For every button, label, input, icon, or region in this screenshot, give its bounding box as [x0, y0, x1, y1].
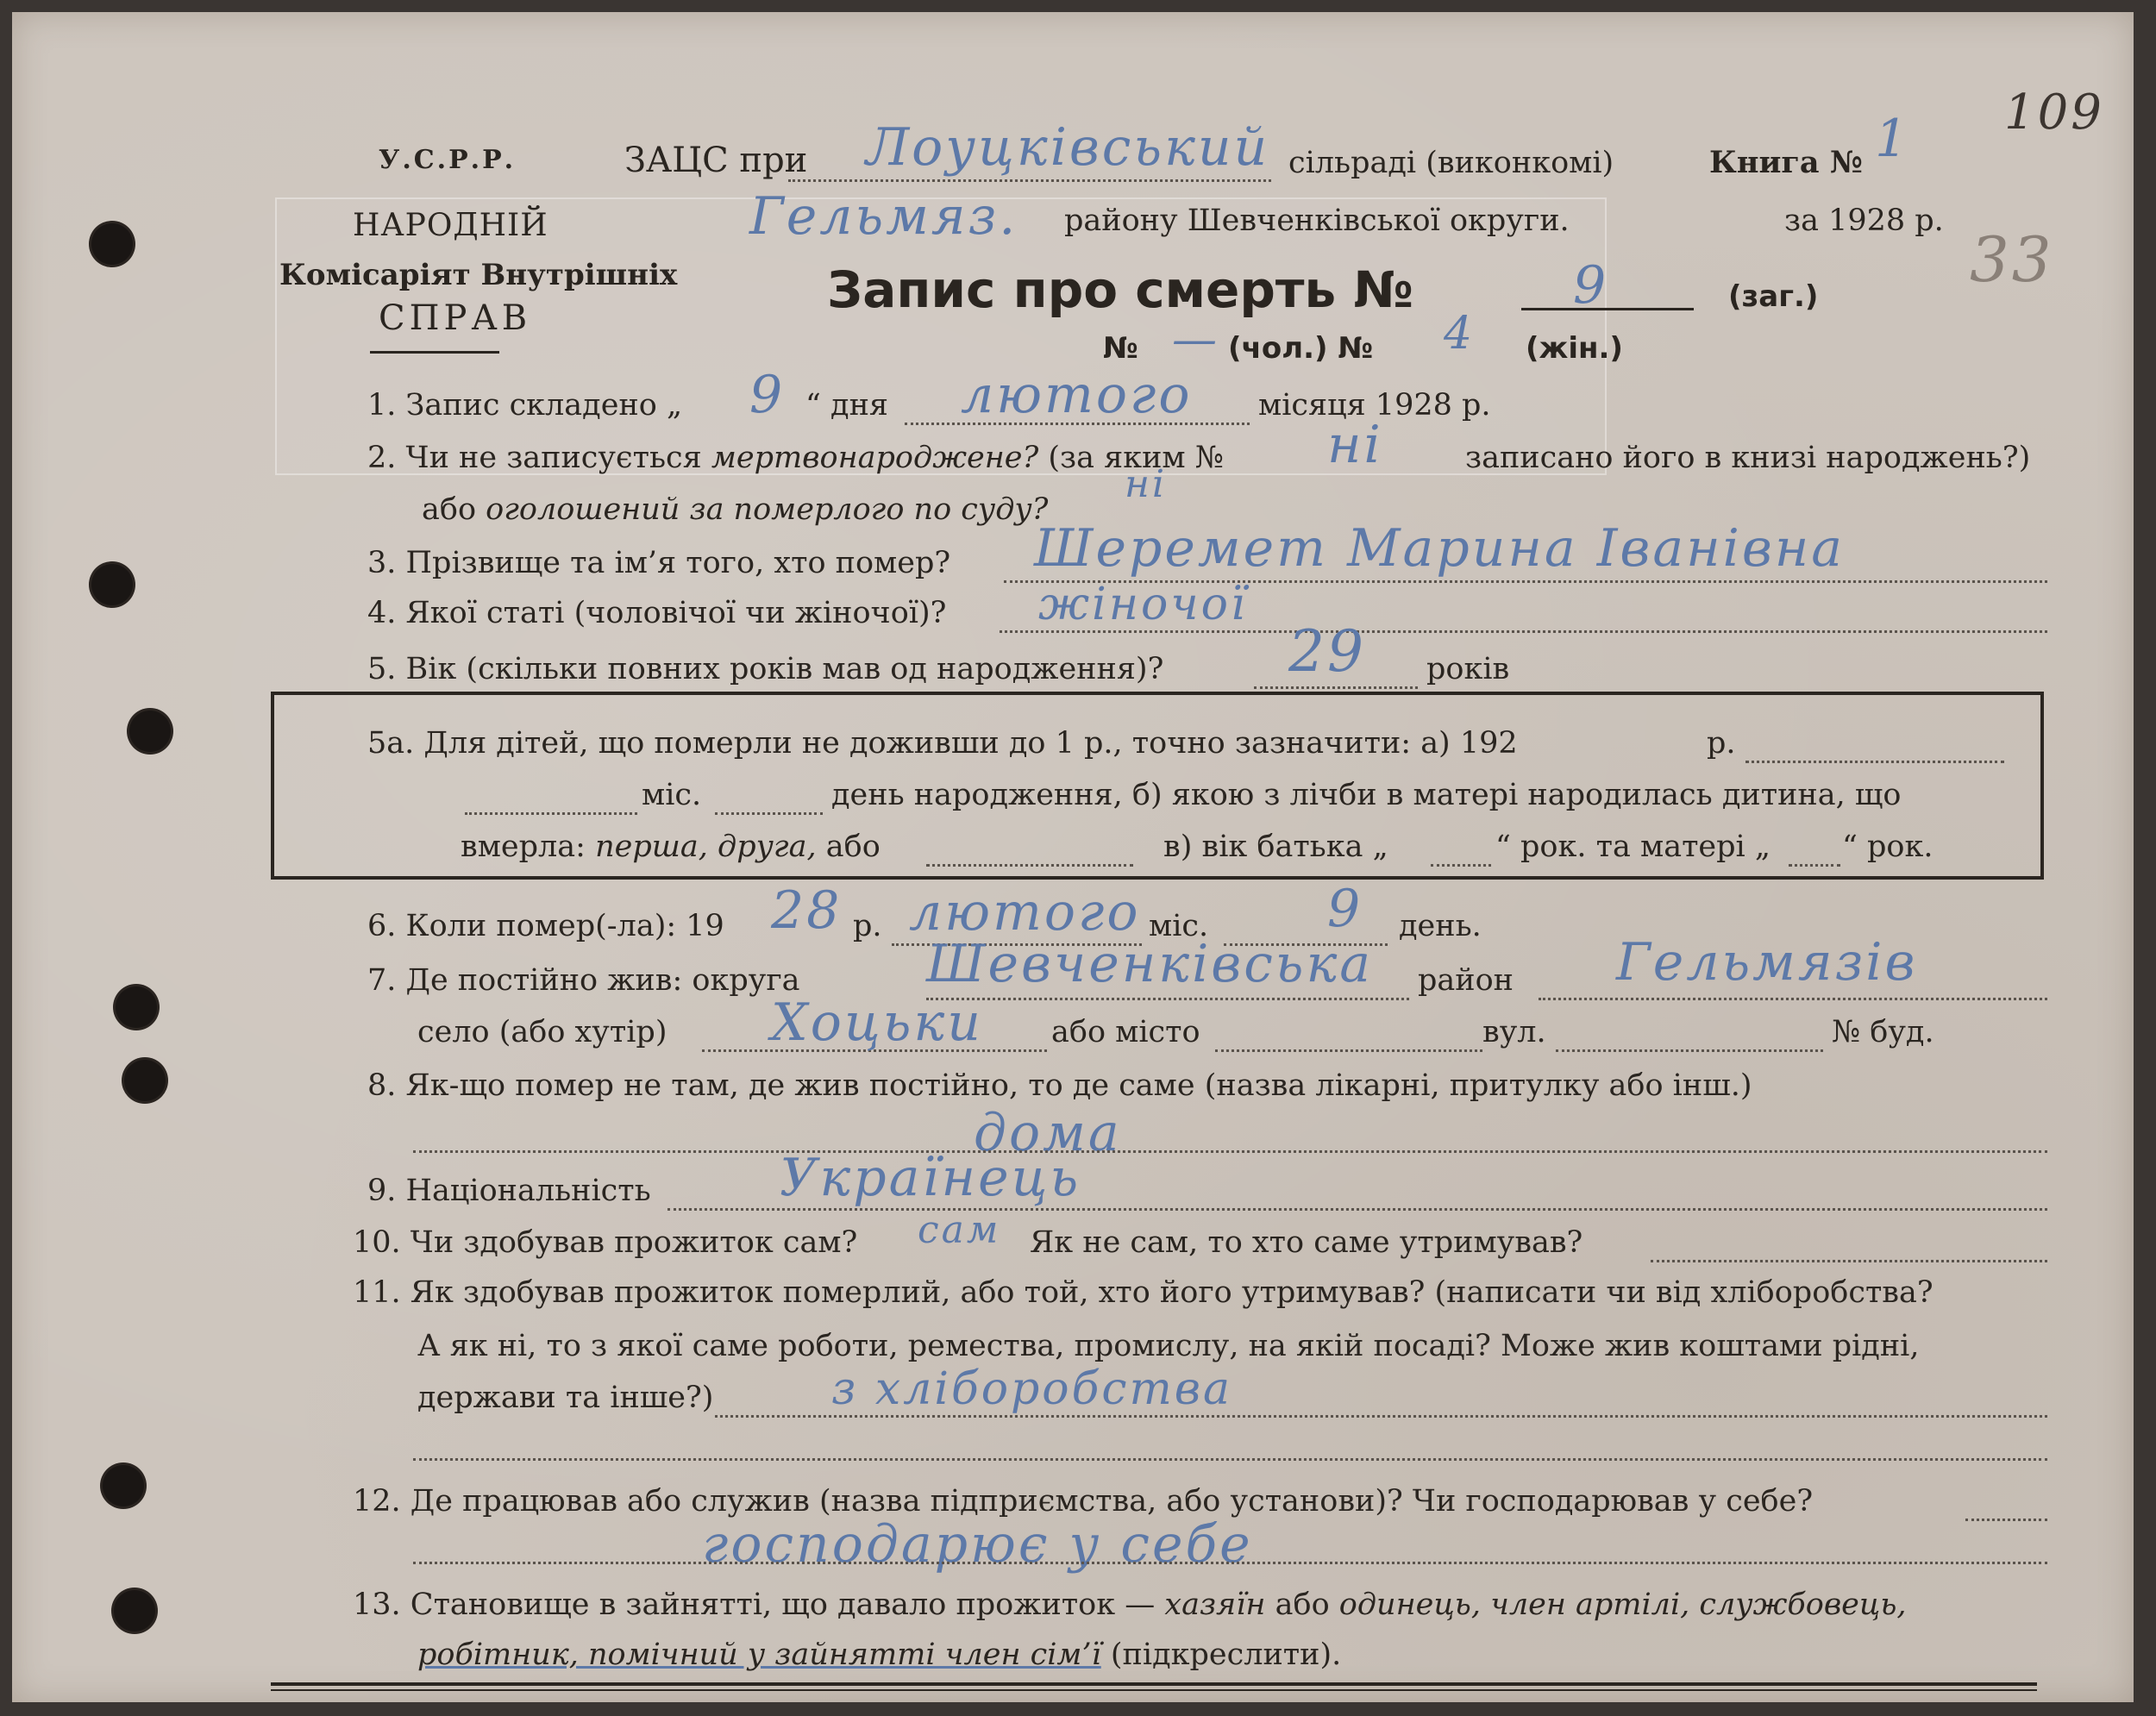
- hw-corner-number-2: 33: [1970, 223, 2054, 296]
- item6-den: день.: [1399, 909, 1482, 943]
- item7-misto-label: або місто: [1051, 1015, 1200, 1049]
- item7-selo-label: село (або хутір): [417, 1015, 667, 1049]
- item10-label: 10. Чи здобував прожиток сам?: [353, 1225, 858, 1260]
- item4-label: 4. Якої статі (чоловічої чи жіночої)?: [367, 596, 947, 630]
- item5-label: 5. Вік (скільки повних років мав од народження)?: [367, 652, 1164, 686]
- item7-rayon-label: район: [1418, 963, 1514, 998]
- item11-line3: держави та інше?): [417, 1381, 714, 1415]
- hw-rayon: Гельмяз.: [749, 186, 1018, 247]
- punch-hole: [103, 1465, 144, 1506]
- hw-chol-number: —: [1172, 314, 1219, 366]
- ussr-label: У.С.Р.Р.: [379, 145, 517, 175]
- item12-label: 12. Де працював або служив (назва підприємства, або установи)? Чи господарював у себе?: [353, 1484, 1814, 1519]
- item5a-line2: день народження, б) якою з лічби в матері народилась дитина, що: [831, 778, 1902, 812]
- commissariat-line1: НАРОДНІЙ: [353, 208, 548, 243]
- hw-item7-okruga: Шевченківська: [926, 934, 1374, 994]
- hw-item2-value2: ні: [1125, 462, 1168, 506]
- item5a-mother: “ рок. та матері „: [1495, 830, 1771, 864]
- punch-hole: [91, 223, 133, 265]
- item2-line2: або оголошений за померлого по суду?: [422, 492, 1049, 527]
- item7-bud-label: № буд.: [1832, 1015, 1934, 1049]
- item9-label: 9. Національність: [367, 1174, 651, 1208]
- za-year-label: за 1928 р.: [1784, 204, 1944, 238]
- hw-item8-value: дома: [974, 1103, 1122, 1163]
- hw-record-number: 9: [1573, 255, 1609, 316]
- item1-dnya: “ дня: [805, 388, 888, 423]
- zags-label: ЗАЦС при: [624, 141, 808, 180]
- item5a-line1-r: р.: [1707, 726, 1736, 761]
- item11-line1: 11. Як здобував прожиток померлий, або той, хто його утримував? (написати чи від хліборобства?: [353, 1275, 1934, 1310]
- punch-hole: [91, 564, 133, 605]
- item11-line2: А як ні, то з якої саме роботи, ремества, промислу, на якій посаді? Може жив коштами рідні,: [417, 1329, 1920, 1363]
- hw-item12-value: господарює у себе: [702, 1514, 1253, 1575]
- hw-item3-value: Шеремет Марина Іванівна: [1034, 518, 1846, 579]
- commissariat-line3: СПРАВ: [379, 298, 532, 338]
- zhin-label: (жін.): [1526, 331, 1623, 366]
- hw-item6-month: лютого: [909, 882, 1141, 943]
- chol-label: (чол.) №: [1228, 331, 1374, 366]
- rayonu-label: району Шевченківської округи.: [1064, 204, 1570, 238]
- hw-item11-value: з хліборобства: [831, 1363, 1233, 1415]
- hw-item2-value: ні: [1327, 415, 1383, 475]
- bottom-rule: [271, 1682, 2037, 1686]
- document-sheet: [12, 12, 2134, 1702]
- hw-corner-number: 109: [2004, 85, 2104, 141]
- bottom-rule-thin: [271, 1689, 2037, 1691]
- item7-label: 7. Де постійно жив: округа: [367, 963, 800, 998]
- item2-label-end: записано його в книзі народжень?): [1465, 441, 2031, 475]
- item5-years: років: [1426, 652, 1510, 686]
- item13-line1: 13. Становище в зайнятті, що давало прожиток — хазяїн або одинець, член артілі, службовець,: [353, 1588, 1907, 1622]
- hw-village: Лоуцківський: [866, 117, 1270, 178]
- zag-label: (заг.): [1728, 279, 1819, 314]
- hw-item10-value: сам: [918, 1208, 1001, 1252]
- hw-item4-value: жіночої: [1038, 579, 1248, 630]
- commissariat-line2: Комісаріят Внутрішніх: [279, 258, 678, 292]
- hw-kniga-number: 1: [1875, 109, 1911, 169]
- item5a-line3: вмерла: перша, друга, або: [461, 830, 881, 864]
- item5a-rok: “ рок.: [1842, 830, 1934, 864]
- item5a-line1: 5а. Для дітей, що померли не доживши до 1 р., точно зазначити: а) 192: [367, 726, 1518, 761]
- hw-item1-month: лютого: [961, 365, 1193, 425]
- hw-item6-day: 9: [1327, 879, 1363, 939]
- hw-item7-selo: Хоцьки: [771, 993, 983, 1053]
- hw-item7-rayon: Гельмязів: [1616, 932, 1918, 993]
- punch-hole: [129, 711, 171, 752]
- item1-month-label: місяця 1928 р.: [1258, 388, 1491, 423]
- item6-r: р.: [853, 909, 882, 943]
- punch-hole: [116, 986, 157, 1028]
- item7-vul-label: вул.: [1482, 1015, 1546, 1049]
- kniga-label: Книга №: [1709, 145, 1863, 180]
- item2-label: 2. Чи не записується мертвонароджене? (за яким №: [367, 441, 1224, 475]
- item3-label: 3. Прізвище та ім’я того, хто помер?: [367, 546, 951, 580]
- no-label: №: [1103, 331, 1138, 366]
- item13-line2: робітник, помічний у зайнятті член сім’ї (підкреслити).: [417, 1638, 1342, 1672]
- punch-hole: [114, 1590, 155, 1631]
- silradi-label: сільраді (виконкомі): [1288, 146, 1614, 180]
- item6-mis: міс.: [1149, 909, 1209, 943]
- hw-item1-day: 9: [749, 365, 786, 425]
- item5a-father: в) вік батька „: [1163, 830, 1388, 864]
- hw-zhin-number: 4: [1444, 308, 1476, 360]
- record-title: Запис про смерть №: [827, 260, 1414, 319]
- hw-item6-year: 28: [771, 880, 843, 941]
- item5a-mis: міс.: [642, 778, 702, 812]
- item6-label: 6. Коли помер(-ла): 19: [367, 909, 724, 943]
- item10-label-b: Як не сам, то хто саме утримував?: [1030, 1225, 1583, 1260]
- item1-label: 1. Запис складено „: [367, 388, 683, 423]
- hw-item9-value: Українець: [780, 1148, 1081, 1208]
- punch-hole: [124, 1060, 166, 1101]
- item8-label: 8. Як-що помер не там, де жив постійно, то де саме (назва лікарні, притулку або інш.): [367, 1068, 1752, 1103]
- hw-item5-value: 29: [1288, 618, 1366, 685]
